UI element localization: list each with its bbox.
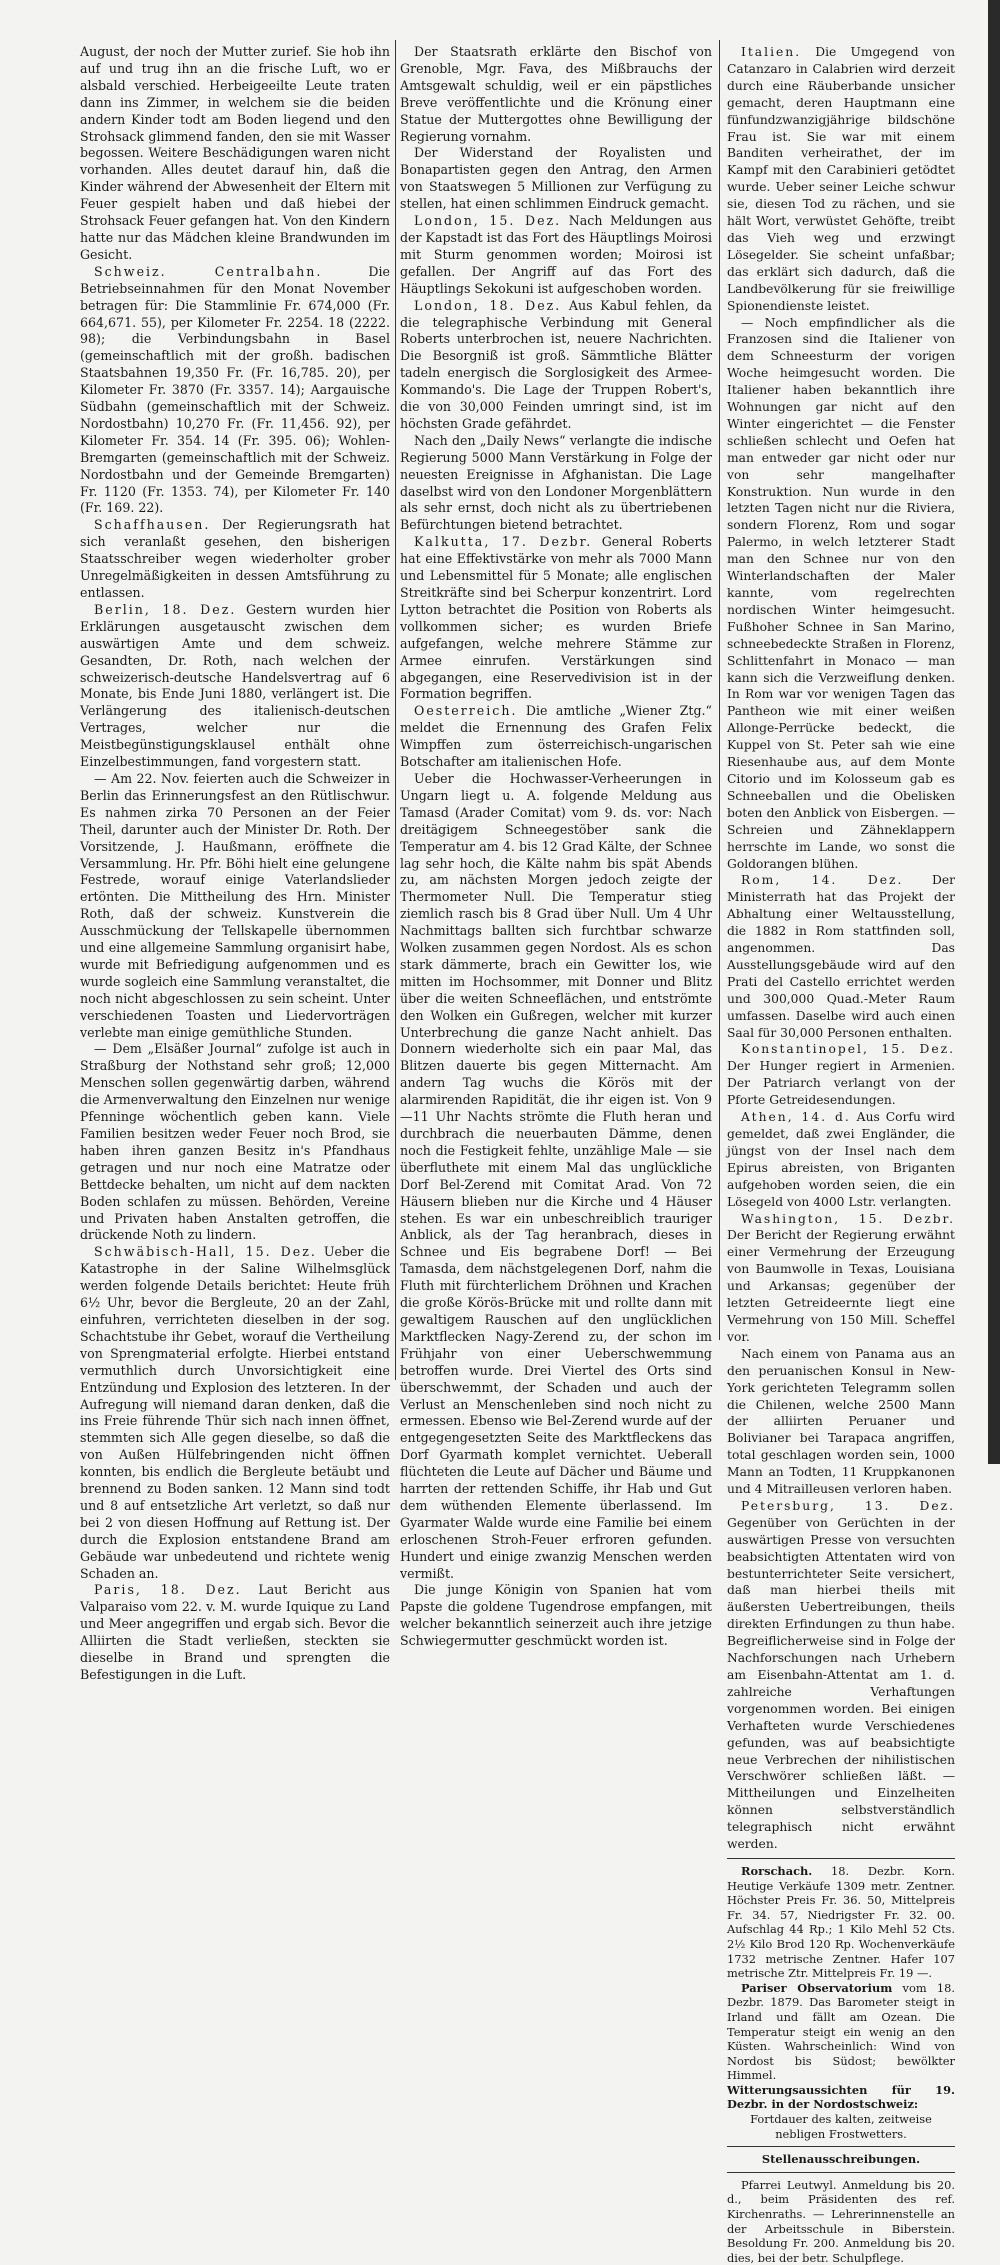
article-text: Aus Kabul fehlen, da die telegraphische Verbindung mit General Roberts unterbrochen ist, neuere Nachrichten. Die Besorgniß ist groß. Sämmtliche Blätter tadeln energisch die Sorglosigkeit des Armee-Kommando's. Die Lage der Truppen Robert's, die von 30,000 Feinden umringt sind, ist im höchsten Grade gefährdet.: [400, 297, 712, 431]
article-paragraph: [727, 1109, 955, 1210]
article-paragraph: [727, 1346, 955, 1498]
article-paragraph: [400, 771, 712, 1583]
article-text: Nach Meldungen aus der Kapstadt ist das Fort des Häuptlings Moirosi mit Sturm genommen worden; Moirosi ist gefallen. Der Angriff auf das Fort des Häuptlings Sekokuni ist aufgeschoben worden.: [400, 213, 712, 296]
dateline: Athen, 14. d.: [741, 1110, 851, 1125]
observatory-text: vom 18. Dezbr. 1879. Das Barometer steigt in Irland und fällt am Ozean. Die Temperatur steigt ein wenig an den Küsten. Wahrscheinlich: Wind von Nordost bis Südost; bewölkter Himmel.: [727, 1980, 955, 2083]
article-text: Der Regierungsrath hat sich veranlaßt gesehen, den bisherigen Staatsschreiber wegen wiederholter grober Unregelmäßigkeiten in dessen Amtsführung zu entlassen.: [80, 517, 390, 600]
article-paragraph: [80, 517, 390, 602]
forecast-title: Witterungsaussichten für 19. Dezbr. in der Nordostschweiz:: [727, 2082, 955, 2112]
article-paragraph: [727, 872, 955, 1041]
dateline: Petersburg, 13. Dez.: [741, 1498, 955, 1513]
divider: [727, 1858, 955, 1859]
article-paragraph: [80, 44, 390, 264]
article-paragraph: [400, 433, 712, 534]
scan-edge: [988, 0, 1000, 1464]
column-divider: [719, 40, 720, 1340]
article-text: Gegenüber von Gerüchten in der auswärtigen Presse von versuchten beabsichtigten Attentaten wird von bestunterrichteter Seite versichert, daß man hierbei theils mit äußersten Uebertreibungen, theils direkten Erfindungen zu thun habe. Begreiflicherweise sind in Folge der Nachforschungen nach Urhebern am Eisenbahn-Attentat am 1. d. zahlreiche Verhaftungen vorgenommen worden. Bei einigen Verhafteten wurde Verschiedenes gefunden, was auf beabsichtigte neue Verbrechen der nihilistischen Verschwörer schließen läßt. — Mittheilungen und Einzelheiten können selbstverständlich telegraphisch nicht erwähnt werden.: [727, 1515, 955, 1852]
article-text: General Roberts hat eine Effektivstärke von mehr als 7000 Mann und Lebensmittel für 5 Monate; alle englischen Streitkräfte sind bei Scherpur konzentrirt. Lord Lytton betrachtet die Position von Roberts als vollkommen sicher; es wurden Briefe aufgefangen, welche mehrere Stämme zur Armee einrufen. Verstärkungen sind abgegangen, eine Reservedivision ist in der Formation begriffen.: [400, 534, 712, 702]
article-paragraph: [400, 703, 712, 771]
article-text: Ueber die Katastrophe in der Saline Wilhelmsglück werden folgende Details berichtet: Heute früh 6½ Uhr, bevor die Bergleute, 20 an der Zahl, einfuhren, verrichteten dieselben in der sog. Schachtstube ihr Gebet, worauf die Vertheilung von Sprengmaterial erfolgte. Hierbei entstand vermuthlich durch Unvorsichtigkeit eine Entzündung und Explosion des letzteren. In der Aufregung will niemand daran denken, daß die ins Freie führende Thür sich nach innen öffnet, stemmten sich Alle gegen dieselbe, so daß die von Außen Hülfebringenden nicht öffnen konnten, bis endlich die Bergleute betäubt und brennend zu Boden sanken. 12 Mann sind todt und 8 auf entsetzliche Art verletzt, so daß nur bei 2 von diesen Hoffnung auf Rettung ist. Der durch die Explosion entstandene Brand am Gebäude war unbedeutend und richtete wenig Schaden an.: [80, 1244, 391, 1581]
vacancies-title: Stellenausschreibungen.: [761, 2152, 921, 2167]
article-text: Der Ministerrath hat das Projekt der Abhaltung einer Weltausstellung, die 1882 in Rom stattfinden soll, angenommen. Das Ausstellungsgebäude wird auf den Prati del Castello errichtet werden und 300,000 Quad.-Meter Raum umfassen. Daselbe wird auch einen Saal für 30,000 Personen enthalten.: [727, 873, 955, 1040]
article-text: Nach einem von Panama aus an den peruanischen Konsul in New-York gerichteten Telegramm sollen die Chilenen, welche 2500 Mann der alliirten Peruaner und Bolivianer bei Tarapaca angriffen, total geschlagen worden sein, 1000 Mann an Todten, 11 Kruppkanonen und 4 Mitrailleusen verloren haben.: [727, 1346, 955, 1497]
article-text: — Dem „Elsäßer Journal“ zufolge ist auch in Straßburg der Nothstand sehr groß; 12,000 Menschen sollen gegenwärtig darben, während die Armenverwaltung den Einzelnen nur wenige Pfenninge wöchentlich geben kann. Viele Familien besitzen weder Feuer noch Brod, sie haben ihren ganzen Besitz in's Pfandhaus getragen und nur noch eine Matratze oder Bettdecke behalten, um nicht auf dem nackten Boden schlafen zu müssen. Behörden, Vereine und Privaten haben Anstalten getroffen, die drückende Noth zu lindern.: [80, 1041, 390, 1243]
column-1: [80, 44, 390, 1684]
article-paragraph: [727, 44, 955, 315]
dateline: London, 15. Dez.: [414, 213, 562, 229]
divider: [727, 2146, 955, 2147]
article-paragraph: [727, 315, 955, 873]
article-text: Laut Bericht aus Valparaiso vom 22. v. M. wurde Iquique zu Land und Meer angegriffen und ergab sich. Bevor die Alliirten die Stadt verließen, steckten sie dieselbe in Brand und sprengten die Befestigungen in die Luft.: [80, 1582, 390, 1682]
article-text: Gestern wurden hier Erklärungen ausgetauscht zwischen dem auswärtigen Amte und dem schweiz. Gesandten, Dr. Roth, nach welchen der schweizerisch-deutsche Handelsvertrag auf 6 Monate, bis Ende Juni 1880, verlängert ist. Die Verlängerung des italienisch-deutschen Vertrages, welcher nur die Meistbegünstigungsklausel enthält ohne Einzelbestimmungen, fand vorgestern statt.: [80, 601, 390, 770]
article-paragraph: [727, 1498, 955, 1853]
article-paragraph: [400, 534, 712, 703]
column-3: [727, 44, 955, 2265]
article-text: Der Hunger regiert in Armenien. Der Patriarch verlangt von der Pforte Getreidesendungen.: [727, 1059, 955, 1108]
article-paragraph: [80, 602, 390, 771]
article-text: Ueber die Hochwasser-Verheerungen in Ungarn liegt u. A. folgende Meldung aus Tamasd (Arader Comitat) vom 9. ds. vor: Nach dreitägigem Schneegestöber sank die Temperatur am 4. bis 12 Grad Kälte, der Schnee lag sehr hoch, die Kälte nahm bis spät Abends zu, am nächsten Morgen jedoch zeigte der Thermometer Null. Die Temperatur stieg ziemlich rasch bis 8 Grad über Null. Um 4 Uhr Nachmittags ballten sich furchtbar schwarze Wolken zusammen gegen Nordost. Als es schon stark dämmerte, brach ein Gewitter los, wie mitten im Hochsommer, mit Donner und Blitz über die weiten Schneeflächen, und entströmte den Wolken ein Gußregen, welcher mit kurzer Unterbrechung die ganze Nacht anhielt. Das Donnern wiederholte sich ein paar Mal, das Blitzen dauerte bis gegen Mitternacht. Am andern Tag wuchs die Körös mit der alarmirenden Rapidität, die ihr eigen ist. Von 9—11 Uhr Nachts strömte die Fluth heran und durchbrach die neuerbauten Dämme, denen noch die Festigkeit fehlte, unzählige Male — sie überfluthete mit einem Mal das unglückliche Dorf Bel-Zerend mit Comitat Arad. Von 72 Häusern blieben nur die Kirche und 4 Häuser stehen. Es war ein unbeschreiblich trauriger Anblick, als der Tag heranbrach, dieses in Schnee und Eis begrabene Dorf! — Bei Tamasda, dem nächstgelegenen Dorf, nahm die Fluth mit fürchterlichem Dröhnen und Krachen die große Körös-Brücke mit und rollte dann mit gewaltigem Rauschen auf den unglücklichen Marktflecken Nagy-Zerend zu, der schon im Frühjahr von einer Ueberschwemmung betroffen wurde. Drei Viertel des Orts sind überschwemmt, der Schaden und auch der Verlust an Menschenleben sind noch nicht zu ermessen. Ebenso wie Bel-Zerend wurde auf der entgegengesetzten Seite des Marktfleckens das Dorf Gyarmath komplet vernichtet. Ueberall flüchteten die Leute auf Dächer und Bäume und harrten der rettenden Schiffe, ihr Hab und Gut dem wüthenden Elemente überlassend. Im Gyarmater Walde wurde eine Familie bei einem erloschenen Stroh-Feuer erfroren gefunden. Hundert und einige zwanzig Menschen werden vermißt.: [400, 770, 712, 1581]
dateline: Paris, 18. Dez.: [94, 1582, 242, 1598]
dateline: Schweiz. Centralbahn.: [94, 263, 323, 279]
article-paragraph: [400, 145, 712, 213]
article-text: — Am 22. Nov. feierten auch die Schweizer in Berlin das Erinnerungsfest an den Rütlischwur. Es nahmen zirka 70 Personen an der Feier Theil, darunter auch der Minister Dr. Roth. Der Vorsitzende, J. Haußmann, eröffnete die Versammlung. Hr. Pfr. Böhi hielt eine gelungene Festrede, worauf einige Vaterlandslieder ertönten. Die Mittheilung des Hrn. Minister Roth, daß der schweiz. Kunstverein die Ausschmückung der Tellskapelle übernommen und eine allgemeine Sammlung organisirt habe, wurde mit Befriedigung aufgenommen und es wurde sogleich eine Sammlung veranstaltet, die noch nicht abgeschlossen zu sein scheint. Unter verschiedenen Toasten und Liedervorträgen verlebte man einige gemüthliche Stunden.: [80, 770, 390, 1040]
article-paragraph: [400, 213, 712, 298]
dateline: Italien.: [741, 45, 802, 59]
dateline: Washington, 15. Dezbr.: [741, 1211, 955, 1226]
article-paragraph: [400, 298, 712, 433]
dateline: Kalkutta, 17. Dezbr.: [414, 534, 593, 550]
dateline: Rom, 14. Dez.: [741, 873, 904, 888]
article-text: Nach den „Daily News“ verlangte die indische Regierung 5000 Mann Verstärkung in Folge der neuesten Ereignisse in Afghanistan. Die Lage daselbst wird von den Londoner Morgenblättern als sehr ernst, doch nicht als zu übertriebenen Befürchtungen bietend betrachtet.: [400, 432, 712, 533]
article-paragraph: [80, 264, 390, 518]
divider: [727, 2172, 955, 2173]
article-text: Die Umgegend von Catanzaro in Calabrien wird derzeit durch eine Räuberbande unsicher gemacht, deren Hauptmann eine fünfundzwanzigjährige bildschöne Frau ist. Sie war mit einem Banditen verheirathet, der im Kampf mit den Carabinieri getödtet wurde. Ueber seiner Leiche schwur sie, diesen Tod zu rächen, und sie hält Wort, verwüstet Gehöfte, treibt das Vieh weg und erzwingt Lösegelder. Sie scheint unfaßbar; das erklärt sich dadurch, daß die Landbevölkerung für sie freiwillige Spionendienste leistet.: [727, 45, 955, 313]
article-paragraph: [80, 1041, 390, 1244]
article-paragraph: [80, 771, 390, 1042]
observatory-lead: Pariser Observatorium: [741, 1980, 893, 1995]
vacancies-text: Pfarrei Leutwyl. Anmeldung bis 20. d., beim Präsidenten des ref. Kirchenraths. — Lehrerinnenstelle an der Arbeitsschule in Biberstein. Besoldung Fr. 200. Anmeldung bis 20. dies, bei der betr. Schulpflege.: [727, 2177, 955, 2265]
market-text: 18. Dezbr. Korn. Heutige Verkäufe 1309 metr. Zentner. Höchster Preis Fr. 36. 50, Mittelpreis Fr. 34. 57, Niedrigster Fr. 32. 00. Aufschlag 44 Rp.; 1 Kilo Mehl 52 Cts. 2½ Kilo Brod 120 Rp. Wochenverkäufe 1732 metrische Zentner. Hafer 107 metrische Ztr. Mittelpreis Fr. 19 —.: [727, 1863, 955, 1981]
forecast-text: Fortdauer des kalten, zeitweise nebligen Frostwetters.: [750, 2112, 932, 2141]
article-text: Die Betriebseinnahmen für den Monat November betragen für: Die Stammlinie Fr. 674,000 (Fr. 664,671. 55), per Kilometer Fr. 2254. 18 (2222. 98); die Verbindungsbahn in Basel (gemeinschaftlich mit der großh. badischen Staatsbahnen 19,350 Fr. (Fr. 16,785. 20), per Kilometer Fr. 3870 (Fr. 3357. 14); Aargauische Südbahn (gemeinschaftlich mit der Schweiz. Nordostbahn) 10,270 Fr. (Fr. 11,456. 92), per Kilometer Fr. 354. 14 (Fr. 395. 06); Wohlen-Bremgarten (gemeinschaftlich mit der Schweiz. Nordostbahn und der Gemeinde Bremgarten) Fr. 1120 (Fr. 1353. 74), per Kilometer Fr. 140 (Fr. 169. 22).: [80, 263, 390, 516]
article-paragraph: [400, 44, 712, 145]
article-text: Der Bericht der Regierung erwähnt einer Vermehrung der Erzeugung von Baumwolle in Texas, Louisiana und Arkansas; gegenüber der letzten Getreideernte liegt eine Vermehrung von 150 Mill. Scheffel vor.: [727, 1228, 955, 1344]
dateline: Konstantinopel, 15. Dez.: [741, 1042, 955, 1057]
market-lead: Rorschach.: [741, 1863, 813, 1878]
article-paragraph: [727, 1041, 955, 1109]
article-text: — Noch empfindlicher als die Franzosen sind die Italiener von dem Schneesturm der vorigen Woche heimgesucht worden. Die Italiener haben bekanntlich ihre Wohnungen gar nicht auf den Winter eingerichtet — die Fenster schließen schlecht und Oefen hat man entweder gar nicht oder nur von sehr mangelhafter Konstruktion. Nun wurde in den letzten Tagen nicht nur die Riviera, sondern Florenz, Rom und sogar Palermo, in welch letzterer Stadt man den Schnee nur von den Winterlandschaften der Maler kannte, vom regelrechten nordischen Winter heimgesucht. Fußhoher Schnee in San Marino, schneebedeckte Straßen in Florenz, Schlittenfahrt in Monaco — man kann sich die Verzweiflung denken. In Rom war vor wenigen Tagen das Pantheon wie mit einer weißen Allonge-Perrücke bedeckt, die Kuppel von St. Peter sah wie eine Riesenhaube aus, auf dem Monte Citorio und im Kolosseum gab es Schneeballen und die Obelisken boten den Anblick von Eisbergen. — Schreien und Zähneklappern herrschte im Lande, wo sonst die Goldorangen blühen.: [727, 315, 955, 871]
article-paragraph: [727, 1211, 955, 1346]
article-text: Die junge Königin von Spanien hat vom Papste die goldene Tugendrose empfangen, mit welcher bekanntlich seinerzeit auch ihre jetzige Schwiegermutter geschmückt worden ist.: [400, 1582, 712, 1649]
article-text: Der Staatsrath erklärte den Bischof von Grenoble, Mgr. Fava, des Mißbrauchs der Amtsgewalt schuldig, weil er ein päpstliches Breve veröffentlichte und die Krönung einer Statue der Muttergottes ohne Bewilligung der Regierung vornahm.: [400, 44, 712, 144]
dateline: Schaffhausen.: [94, 517, 211, 533]
article-text: August, der noch der Mutter zurief. Sie hob ihn auf und trug ihn an die frische Luft, wo er alsbald verschied. Herbeigeeilte Leute traten dann ins Zimmer, in welchem sie die beiden andern Kinder todt am Boden liegend und den Strohsack glimmend fanden, den sie mit Wasser begossen. Weitere Beschädigungen waren nicht vorhanden. Alles deutet darauf hin, daß die Kinder während der Abwesenheit der Eltern mit Feuer gespielt haben und daß hiebei der Strohsack Feuer gefangen hat. Von den Kindern hatte nur das Mädchen kleine Brandwunden im Gesicht.: [80, 44, 390, 262]
article-paragraph: [400, 1582, 712, 1650]
article-text: Die amtliche „Wiener Ztg.“ meldet die Ernennung des Grafen Felix Wimpffen zum österreichisch-ungarischen Botschafter am italienischen Hofe.: [400, 703, 712, 770]
column-2: [400, 44, 712, 1650]
article-paragraph: [80, 1244, 390, 1582]
dateline: London, 18. Dez.: [414, 297, 562, 313]
market-report: [727, 1864, 955, 1981]
article-paragraph: [80, 1582, 390, 1683]
article-text: Der Widerstand der Royalisten und Bonapartisten gegen den Antrag, den Armen von Staatswegen 5 Millionen zur Verfügung zu stellen, hat einen schlimmen Eindruck gemacht.: [400, 145, 712, 212]
dateline: Berlin, 18. Dez.: [94, 601, 237, 617]
column-divider: [395, 40, 396, 1380]
dateline: Schwäbisch-Hall, 15. Dez.: [94, 1244, 317, 1260]
observatory-report: [727, 1981, 955, 2083]
dateline: Oesterreich.: [414, 703, 518, 719]
article-text: Aus Corfu wird gemeldet, daß zwei Engländer, die jüngst von der Insel nach dem Epirus abreisten, von Briganten aufgehoben worden seien, die ein Lösegeld von 4000 Lstr. verlangten.: [727, 1110, 955, 1209]
